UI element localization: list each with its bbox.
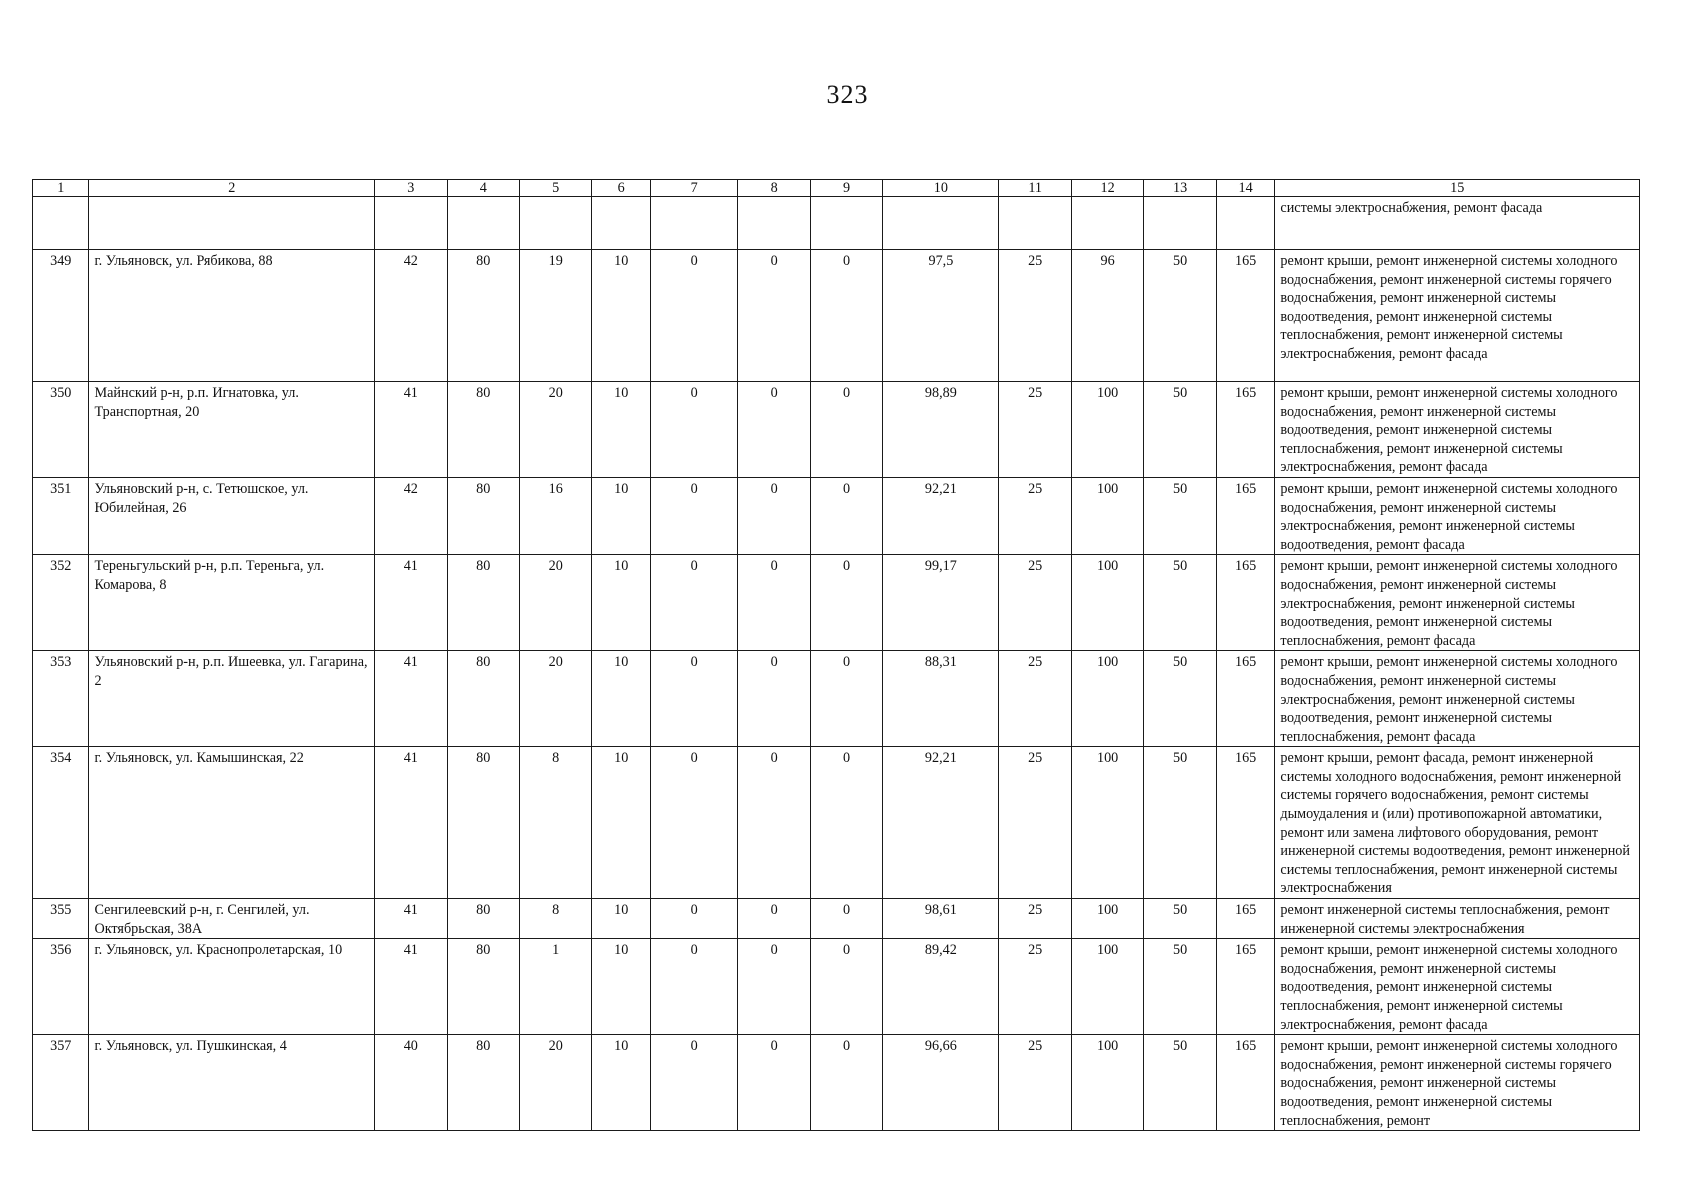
cell-works: ремонт инженерной системы теплоснабжения, ремонт инженерной системы электроснабжения	[1275, 899, 1640, 939]
header-row	[33, 180, 1640, 197]
cell-col-5	[519, 197, 591, 250]
cell-col-10: 97,5	[883, 250, 999, 382]
cell-col-8: 0	[738, 1035, 810, 1131]
cell-works: ремонт крыши, ремонт инженерной системы холодного водоснабжения, ремонт инженерной системы электроснабжения, ремонт инженерной системы водоотведения, ремонт инженерной системы теплоснабжения, ремонт фасада	[1275, 651, 1640, 747]
cell-works: ремонт крыши, ремонт инженерной системы холодного водоснабжения, ремонт инженерной системы водоотведения, ремонт инженерной системы теплоснабжения, ремонт инженерной системы электроснабжения, ремонт фасада	[1275, 939, 1640, 1035]
cell-col-10: 92,21	[883, 747, 999, 899]
cell-row-number	[33, 197, 89, 250]
cell-col-13: 50	[1144, 477, 1216, 554]
cell-col-11: 25	[999, 747, 1071, 899]
cell-col-11	[999, 197, 1071, 250]
cell-row-number: 350	[33, 382, 89, 478]
table-row	[33, 939, 1640, 1035]
cell-row-number: 351	[33, 477, 89, 554]
cell-col-3: 41	[375, 555, 447, 651]
cell-address: Тереньгульский р-н, р.п. Тереньга, ул. Комарова, 8	[89, 555, 375, 651]
cell-col-13: 50	[1144, 651, 1216, 747]
cell-col-7: 0	[651, 747, 738, 899]
cell-works: системы электроснабжения, ремонт фасада	[1275, 197, 1640, 250]
table-row	[33, 197, 1640, 250]
cell-works: ремонт крыши, ремонт инженерной системы холодного водоснабжения, ремонт инженерной системы горячего водоснабжения, ремонт инженерной системы водоотведения, ремонт инженерной системы теплоснабжения, ремонт	[1275, 1035, 1640, 1131]
cell-col-11: 25	[999, 1035, 1071, 1131]
cell-address: г. Ульяновск, ул. Пушкинская, 4	[89, 1035, 375, 1131]
cell-col-8: 0	[738, 555, 810, 651]
cell-col-11: 25	[999, 651, 1071, 747]
cell-address: Ульяновский р-н, с. Тетюшское, ул. Юбилейная, 26	[89, 477, 375, 554]
column-header: 13	[1144, 180, 1216, 197]
cell-col-13: 50	[1144, 747, 1216, 899]
cell-col-4: 80	[447, 382, 519, 478]
cell-col-14: 165	[1216, 250, 1275, 382]
cell-row-number: 353	[33, 651, 89, 747]
column-header: 1	[33, 180, 89, 197]
cell-col-12: 100	[1071, 747, 1143, 899]
cell-col-8: 0	[738, 250, 810, 382]
cell-col-9: 0	[810, 250, 882, 382]
cell-works: ремонт крыши, ремонт инженерной системы холодного водоснабжения, ремонт инженерной системы электроснабжения, ремонт инженерной системы водоотведения, ремонт фасада	[1275, 477, 1640, 554]
cell-col-10: 98,61	[883, 899, 999, 939]
cell-col-12: 100	[1071, 555, 1143, 651]
cell-address: Майнский р-н, р.п. Игнатовка, ул. Транспортная, 20	[89, 382, 375, 478]
cell-col-11: 25	[999, 555, 1071, 651]
cell-col-7: 0	[651, 1035, 738, 1131]
cell-col-12: 100	[1071, 939, 1143, 1035]
cell-col-12: 100	[1071, 1035, 1143, 1131]
cell-col-4: 80	[447, 555, 519, 651]
cell-col-13: 50	[1144, 1035, 1216, 1131]
column-header: 2	[89, 180, 375, 197]
cell-col-10: 92,21	[883, 477, 999, 554]
cell-col-9: 0	[810, 651, 882, 747]
cell-col-13: 50	[1144, 899, 1216, 939]
cell-col-14: 165	[1216, 651, 1275, 747]
table-body	[33, 197, 1640, 1131]
cell-col-3: 41	[375, 747, 447, 899]
cell-col-8: 0	[738, 477, 810, 554]
cell-col-14	[1216, 197, 1275, 250]
cell-col-14: 165	[1216, 555, 1275, 651]
column-header: 15	[1275, 180, 1640, 197]
cell-row-number: 354	[33, 747, 89, 899]
cell-col-14: 165	[1216, 382, 1275, 478]
cell-col-6: 10	[592, 1035, 651, 1131]
cell-col-6: 10	[592, 651, 651, 747]
cell-col-11: 25	[999, 939, 1071, 1035]
cell-col-14: 165	[1216, 939, 1275, 1035]
column-header: 10	[883, 180, 999, 197]
cell-address: г. Ульяновск, ул. Рябикова, 88	[89, 250, 375, 382]
column-header: 11	[999, 180, 1071, 197]
table-row	[33, 250, 1640, 382]
cell-col-8	[738, 197, 810, 250]
table-row	[33, 477, 1640, 554]
cell-col-3: 42	[375, 477, 447, 554]
cell-row-number: 349	[33, 250, 89, 382]
cell-col-3: 41	[375, 939, 447, 1035]
cell-col-14: 165	[1216, 747, 1275, 899]
table-row	[33, 555, 1640, 651]
cell-col-14: 165	[1216, 477, 1275, 554]
cell-col-9: 0	[810, 939, 882, 1035]
cell-col-14: 165	[1216, 899, 1275, 939]
cell-col-7: 0	[651, 555, 738, 651]
cell-col-6: 10	[592, 555, 651, 651]
column-header: 4	[447, 180, 519, 197]
cell-col-6: 10	[592, 939, 651, 1035]
cell-col-10: 89,42	[883, 939, 999, 1035]
cell-col-9: 0	[810, 1035, 882, 1131]
column-header: 12	[1071, 180, 1143, 197]
cell-col-10: 88,31	[883, 651, 999, 747]
cell-col-5: 19	[519, 250, 591, 382]
cell-col-13: 50	[1144, 382, 1216, 478]
cell-col-11: 25	[999, 899, 1071, 939]
cell-col-12: 100	[1071, 899, 1143, 939]
cell-works: ремонт крыши, ремонт инженерной системы холодного водоснабжения, ремонт инженерной системы горячего водоснабжения, ремонт инженерной системы водоотведения, ремонт инженерной системы теплоснабжения, ремонт инженерной системы электроснабжения, ремонт фасада	[1275, 250, 1640, 382]
cell-row-number: 355	[33, 899, 89, 939]
cell-col-7: 0	[651, 382, 738, 478]
column-header: 9	[810, 180, 882, 197]
cell-col-4: 80	[447, 250, 519, 382]
cell-col-5: 1	[519, 939, 591, 1035]
table-row	[33, 899, 1640, 939]
cell-col-5: 20	[519, 382, 591, 478]
cell-address	[89, 197, 375, 250]
cell-col-9	[810, 197, 882, 250]
cell-col-7: 0	[651, 477, 738, 554]
cell-address: г. Ульяновск, ул. Краснопролетарская, 10	[89, 939, 375, 1035]
cell-col-4: 80	[447, 899, 519, 939]
column-header: 3	[375, 180, 447, 197]
cell-works: ремонт крыши, ремонт инженерной системы холодного водоснабжения, ремонт инженерной системы водоотведения, ремонт инженерной системы теплоснабжения, ремонт инженерной системы электроснабжения, ремонт фасада	[1275, 382, 1640, 478]
cell-col-3: 42	[375, 250, 447, 382]
cell-col-6: 10	[592, 477, 651, 554]
cell-col-6: 10	[592, 382, 651, 478]
cell-col-7: 0	[651, 651, 738, 747]
cell-row-number: 352	[33, 555, 89, 651]
cell-col-13: 50	[1144, 250, 1216, 382]
cell-col-13: 50	[1144, 939, 1216, 1035]
cell-col-3	[375, 197, 447, 250]
cell-col-3: 41	[375, 899, 447, 939]
cell-col-5: 20	[519, 555, 591, 651]
cell-col-8: 0	[738, 899, 810, 939]
cell-col-6: 10	[592, 747, 651, 899]
cell-col-12: 100	[1071, 477, 1143, 554]
cell-col-9: 0	[810, 382, 882, 478]
cell-col-4: 80	[447, 651, 519, 747]
cell-col-9: 0	[810, 555, 882, 651]
cell-col-4: 80	[447, 939, 519, 1035]
cell-col-10: 96,66	[883, 1035, 999, 1131]
cell-col-3: 41	[375, 651, 447, 747]
repair-register-table	[32, 179, 1640, 1131]
column-header: 7	[651, 180, 738, 197]
cell-col-6: 10	[592, 250, 651, 382]
cell-col-11: 25	[999, 382, 1071, 478]
cell-col-6: 10	[592, 899, 651, 939]
cell-col-3: 41	[375, 382, 447, 478]
cell-col-12: 96	[1071, 250, 1143, 382]
cell-col-7: 0	[651, 250, 738, 382]
cell-col-10: 98,89	[883, 382, 999, 478]
cell-col-5: 20	[519, 1035, 591, 1131]
cell-col-12	[1071, 197, 1143, 250]
cell-col-8: 0	[738, 651, 810, 747]
column-header: 14	[1216, 180, 1275, 197]
cell-col-8: 0	[738, 382, 810, 478]
table-row	[33, 651, 1640, 747]
column-header: 6	[592, 180, 651, 197]
page-number: 323	[826, 80, 869, 109]
cell-col-10: 99,17	[883, 555, 999, 651]
cell-col-5: 20	[519, 651, 591, 747]
cell-col-8: 0	[738, 747, 810, 899]
cell-works: ремонт крыши, ремонт фасада, ремонт инженерной системы холодного водоснабжения, ремонт инженерной системы горячего водоснабжения, ремонт системы дымоудаления и (или) противопожарной автоматики, ремонт или замена лифтового оборудования, ремонт инженерной системы водоотведения, ремонт инженерной системы теплоснабжения, ремонт инженерной системы электроснабжения	[1275, 747, 1640, 899]
cell-col-5: 16	[519, 477, 591, 554]
cell-address: Сенгилеевский р-н, г. Сенгилей, ул. Октябрьская, 38А	[89, 899, 375, 939]
cell-col-5: 8	[519, 899, 591, 939]
table-row	[33, 382, 1640, 478]
cell-col-13	[1144, 197, 1216, 250]
cell-address: г. Ульяновск, ул. Камышинская, 22	[89, 747, 375, 899]
cell-col-7: 0	[651, 899, 738, 939]
table-row	[33, 747, 1640, 899]
cell-col-6	[592, 197, 651, 250]
cell-col-7: 0	[651, 939, 738, 1035]
cell-works: ремонт крыши, ремонт инженерной системы холодного водоснабжения, ремонт инженерной системы электроснабжения, ремонт инженерной системы водоотведения, ремонт инженерной системы теплоснабжения, ремонт фасада	[1275, 555, 1640, 651]
cell-col-13: 50	[1144, 555, 1216, 651]
cell-address: Ульяновский р-н, р.п. Ишеевка, ул. Гагарина, 2	[89, 651, 375, 747]
column-header: 8	[738, 180, 810, 197]
cell-col-12: 100	[1071, 651, 1143, 747]
cell-col-10	[883, 197, 999, 250]
cell-col-4: 80	[447, 747, 519, 899]
cell-col-9: 0	[810, 747, 882, 899]
cell-col-9: 0	[810, 899, 882, 939]
cell-col-7	[651, 197, 738, 250]
cell-col-11: 25	[999, 477, 1071, 554]
cell-col-8: 0	[738, 939, 810, 1035]
column-header: 5	[519, 180, 591, 197]
cell-col-4: 80	[447, 477, 519, 554]
cell-col-12: 100	[1071, 382, 1143, 478]
cell-col-4	[447, 197, 519, 250]
cell-col-14: 165	[1216, 1035, 1275, 1131]
cell-col-3: 40	[375, 1035, 447, 1131]
table-row	[33, 1035, 1640, 1131]
cell-row-number: 356	[33, 939, 89, 1035]
cell-col-11: 25	[999, 250, 1071, 382]
cell-col-9: 0	[810, 477, 882, 554]
cell-row-number: 357	[33, 1035, 89, 1131]
cell-col-5: 8	[519, 747, 591, 899]
cell-col-4: 80	[447, 1035, 519, 1131]
